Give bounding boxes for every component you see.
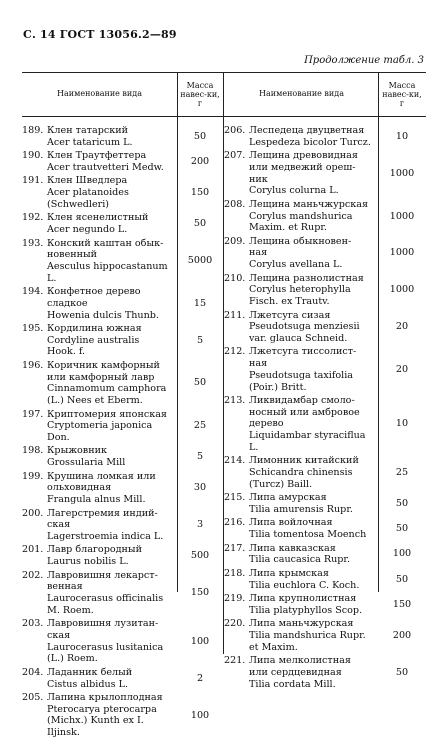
mass-value: 50 — [395, 523, 409, 535]
table-row — [224, 236, 351, 271]
species-name-line: Лещина маньчжурская — [249, 198, 369, 210]
species-name-line: Tilia caucasica Rupr. — [249, 554, 350, 566]
row-number: 195. — [22, 323, 44, 334]
species-name-line: Liquidambar styraciflua — [249, 430, 366, 442]
species-name-line: (Turcz) Baill. — [249, 478, 313, 490]
table-row — [224, 618, 366, 653]
species-name-line: Tilia mandshurica Rupr. — [249, 629, 366, 641]
species-name-line: Fisch. ex Trautv. — [249, 296, 330, 307]
mass-value: 100 — [190, 709, 210, 721]
row-number: 208. — [224, 198, 246, 210]
species-name-line: или медвежий ореш- — [249, 161, 356, 173]
mass-value: 1000 — [389, 210, 415, 222]
species-name-line: Corylus avellana L. — [249, 259, 343, 271]
species-name-line: Ликвидамбар смоло- — [249, 395, 355, 406]
table-row — [224, 125, 371, 148]
row-number: 206. — [224, 125, 246, 136]
table-row — [224, 655, 351, 690]
species-name-line: Acer tataricum L. — [47, 136, 133, 148]
species-name-line: Schicandra chinensis — [249, 467, 353, 478]
species-name-line: Laurocerasus officinalis — [47, 593, 164, 604]
table-row — [224, 517, 366, 540]
species-name-line: Acer platanoides — [47, 187, 129, 199]
species-name-line: Клен Траутфеттера — [47, 150, 147, 162]
species-name-line: Tilia amurensis Rupr. — [249, 503, 353, 515]
mass-value: 30 — [193, 482, 207, 494]
species-name-line: Лещина обыкновен- — [249, 235, 352, 247]
row-number: 207. — [224, 150, 246, 162]
species-name-line: (L.) Roem. — [47, 653, 98, 665]
row-number: 191. — [22, 175, 44, 187]
table-row — [224, 199, 368, 234]
species-name-line: Acer trautvetteri Medw. — [47, 161, 164, 173]
species-name-line: Lagerstroemia indica L. — [47, 530, 164, 542]
mass-value: 3 — [196, 519, 204, 531]
species-name-line: ская — [47, 519, 71, 531]
species-name-line: Acer negundo L. — [47, 224, 128, 235]
species-name-line: Крушина ломкая или — [47, 470, 156, 482]
species-name-line: Corylus heterophylla — [249, 284, 351, 296]
species-name-line: Laurus nobilis L. — [47, 556, 129, 568]
mass-value: 2 — [196, 672, 204, 684]
mass-value: 500 — [190, 550, 210, 562]
mass-value: 50 — [193, 377, 207, 389]
table-row — [22, 544, 142, 567]
mass-value: 100 — [190, 635, 210, 647]
mass-value: 150 — [392, 598, 412, 610]
table-row — [22, 445, 125, 468]
species-name-line: Лавр благородный — [47, 544, 142, 556]
mass-value: 1000 — [389, 167, 415, 179]
species-name-line: Крыжовник — [47, 445, 107, 457]
row-number: 213. — [224, 395, 246, 406]
species-name-line: var. glauca Schneid. — [249, 332, 348, 344]
page-header: С. 14 ГОСТ 13056.2—89 — [23, 28, 177, 41]
mass-value: 150 — [190, 187, 210, 199]
column-divider-left-mass — [177, 72, 178, 592]
column-divider-right-mass — [378, 72, 379, 592]
mass-value: 100 — [392, 548, 412, 560]
row-number: 221. — [224, 655, 246, 667]
row-number: 212. — [224, 346, 246, 358]
species-name-line: Maxim. et Rupr. — [249, 222, 327, 234]
mass-value: 5 — [196, 334, 204, 346]
species-name-line: Pseudotsuga menziesii — [249, 321, 360, 333]
row-number: 190. — [22, 150, 44, 162]
row-number: 198. — [22, 445, 44, 457]
species-name-line: Tilia cordata Mill. — [249, 678, 336, 690]
table-row — [22, 667, 132, 690]
row-number: 211. — [224, 309, 246, 321]
species-name-line: Лапина крылоплодная — [47, 692, 163, 703]
mass-value: 20 — [395, 321, 409, 333]
species-name-line: Howenia dulcis Thunb. — [47, 309, 159, 321]
table-row — [224, 395, 366, 454]
mass-value: 15 — [193, 297, 207, 309]
species-name-line: Pseudotsuga taxifolia — [249, 369, 353, 381]
row-number: 217. — [224, 542, 246, 554]
species-name-line: Don. — [47, 431, 70, 443]
species-name-line: Конский каштан обык- — [47, 237, 164, 249]
row-number: 219. — [224, 593, 246, 604]
species-table — [22, 72, 426, 739]
mass-value: 50 — [395, 666, 409, 678]
species-name-line: Липа кавказская — [249, 542, 336, 554]
species-name-line: (Schwedleri) — [47, 198, 110, 210]
mass-value: 200 — [392, 629, 412, 641]
species-name-line: Hook. f. — [47, 346, 86, 358]
row-number: 202. — [22, 569, 44, 581]
mass-value: 1000 — [389, 247, 415, 259]
species-name-line: Лагерстремия индий- — [47, 507, 158, 519]
species-name-line: L. — [249, 441, 259, 453]
species-name-line: носный или амбровое — [249, 406, 360, 418]
table-row — [22, 175, 129, 210]
species-name-line: сладкое — [47, 297, 88, 309]
species-name-line: (L.) Nees et Eberm. — [47, 395, 143, 406]
species-name-line: Лимонник китайский — [249, 455, 359, 467]
mass-value: 5 — [196, 451, 204, 463]
mass-value: 20 — [395, 363, 409, 375]
table-row — [22, 618, 163, 665]
table-row — [22, 508, 163, 543]
mass-value: 25 — [193, 420, 207, 432]
species-name-line: ная — [249, 247, 268, 259]
mass-value: 200 — [190, 156, 210, 168]
table-continuation-label: Продолжение табл. 3 — [304, 55, 424, 66]
species-name-line: Липа амурская — [249, 492, 327, 504]
row-number: 192. — [22, 212, 44, 224]
table-row — [22, 471, 156, 506]
species-name-line: (Michx.) Kunth ex I. — [47, 715, 144, 727]
mass-value: 150 — [190, 587, 210, 599]
species-name-line: новенный — [47, 249, 98, 261]
mass-value: 1000 — [389, 284, 415, 296]
column-header-mass-right: Масса навес-ки, г — [382, 81, 422, 108]
species-name-line: ная — [249, 358, 268, 370]
species-name-line: дерево — [249, 418, 284, 430]
species-name-line: Липа крупнолистная — [249, 593, 357, 604]
species-name-line: Tilia platyphyllos Scop. — [249, 604, 363, 616]
table-row — [224, 310, 360, 345]
species-name-line: Ладанник белый — [47, 666, 133, 678]
column-header-name-right: Наименование вида — [259, 89, 344, 98]
mass-value: 50 — [395, 573, 409, 585]
row-number: 214. — [224, 455, 246, 467]
table-row — [22, 323, 142, 358]
species-name-line: Cordyline australis — [47, 334, 140, 346]
table-row — [22, 409, 167, 444]
row-number: 205. — [22, 692, 44, 703]
table-row — [224, 568, 359, 591]
table-row — [224, 150, 358, 197]
mass-value: 50 — [193, 130, 207, 142]
row-number: 197. — [22, 408, 44, 420]
species-name-line: (Poir.) Britt. — [249, 381, 307, 393]
species-name-line: Cryptomeria japonica — [47, 420, 153, 432]
row-number: 203. — [22, 618, 44, 630]
table-row — [224, 455, 359, 490]
mass-value: 25 — [395, 467, 409, 478]
row-number: 204. — [22, 666, 44, 678]
row-number: 210. — [224, 272, 246, 284]
species-name-line: Grossularia Mill — [47, 457, 126, 469]
row-number: 196. — [22, 359, 44, 371]
species-name-line: Коричник камфорный — [47, 359, 160, 371]
species-name-line: Corylus colurna L. — [249, 185, 339, 197]
mass-value: 10 — [395, 130, 409, 142]
species-name-line: Липа крымская — [249, 567, 329, 579]
row-number: 218. — [224, 567, 246, 579]
species-name-line: Pterocarya pterocarpa — [47, 703, 157, 715]
table-header-divider — [22, 116, 426, 117]
table-row — [224, 593, 362, 616]
row-number: 216. — [224, 517, 246, 529]
species-name-line: Клен Шведлера — [47, 175, 128, 187]
species-name-line: Лещина разнолистная — [249, 272, 364, 284]
table-row — [224, 492, 353, 515]
species-name-line: Tilia tomentosa Moench — [249, 529, 367, 541]
species-name-line: ская — [47, 629, 71, 641]
species-name-line: венная — [47, 581, 83, 593]
species-name-line: ольховидная — [47, 482, 112, 494]
table-row — [224, 543, 350, 566]
table-row — [22, 212, 148, 235]
mass-value: 5000 — [187, 255, 213, 267]
species-name-line: ник — [249, 173, 268, 185]
table-row — [22, 238, 168, 285]
table-row — [22, 692, 163, 739]
species-name-line: Кордилина южная — [47, 323, 142, 334]
species-name-line: Лещина древовидная — [249, 150, 358, 162]
species-name-line: Криптомерия японская — [47, 408, 167, 420]
species-name-line: Леспедеца двуцветная — [249, 125, 365, 136]
table-row — [22, 286, 159, 321]
row-number: 199. — [22, 470, 44, 482]
species-name-line: Лжетсуга тиссолист- — [249, 346, 357, 358]
species-name-line: Клен ясенелистный — [47, 212, 149, 224]
table-top-border — [22, 72, 426, 73]
species-name-line: Corylus mandshurica — [249, 210, 353, 222]
species-name-line: L. — [47, 272, 57, 284]
species-name-line: M. Roem. — [47, 604, 94, 616]
row-number: 194. — [22, 286, 44, 298]
table-row — [22, 150, 164, 173]
species-name-line: Aesculus hippocastanum — [47, 260, 168, 272]
species-name-line: Lespedeza bicolor Turcz. — [249, 136, 371, 148]
row-number: 220. — [224, 618, 246, 630]
row-number: 189. — [22, 125, 44, 136]
row-number: 193. — [22, 237, 44, 249]
species-name-line: Лжетсуга сизая — [249, 309, 331, 321]
mass-value: 50 — [193, 218, 207, 230]
table-row — [22, 360, 166, 407]
species-name-line: Липа маньчжурская — [249, 618, 354, 630]
mass-value: 50 — [395, 498, 409, 510]
species-name-line: Cinnamomum camphora — [47, 383, 167, 395]
mass-value: 10 — [395, 418, 409, 430]
species-name-line: или сердцевидная — [249, 666, 342, 678]
row-number: 201. — [22, 544, 44, 556]
species-name-line: Iljinsk. — [47, 727, 80, 739]
species-name-line: Laurocerasus lusitanica — [47, 641, 164, 653]
table-row — [224, 273, 364, 308]
species-name-line: Tilia euchlora C. Koch. — [249, 579, 360, 591]
table-row — [22, 570, 163, 617]
row-number: 215. — [224, 492, 246, 504]
species-name-line: Конфетное дерево — [47, 286, 141, 298]
row-number: 209. — [224, 235, 246, 247]
row-number: 200. — [22, 507, 44, 519]
column-header-name-left: Наименование вида — [57, 89, 142, 98]
species-name-line: Cistus albidus L. — [47, 678, 129, 690]
species-name-line: et Maxim. — [249, 641, 298, 653]
column-header-mass-left: Масса навес-ки, г — [180, 81, 220, 108]
table-row — [224, 346, 356, 393]
species-name-line: Липа мелколистная — [249, 655, 351, 667]
species-name-line: Клен татарский — [47, 125, 128, 136]
species-name-line: Липа войлочная — [249, 517, 333, 529]
species-name-line: Лавровишня лузитан- — [47, 618, 159, 630]
species-name-line: или камфорный лавр — [47, 371, 155, 383]
species-name-line: Лавровишня лекарст- — [47, 569, 158, 581]
table-row — [22, 125, 133, 148]
species-name-line: Frangula alnus Mill. — [47, 494, 146, 505]
